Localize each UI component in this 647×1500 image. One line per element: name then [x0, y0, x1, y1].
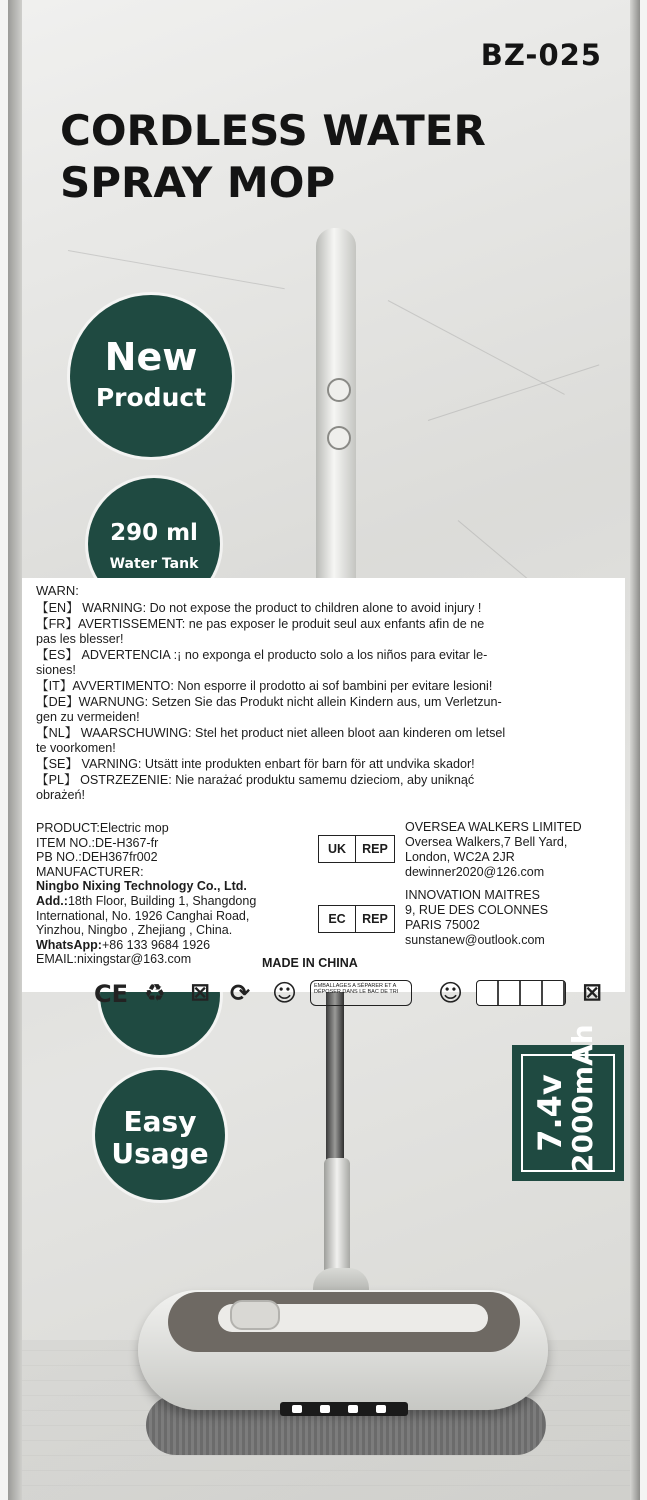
box-edge-right	[630, 0, 640, 1500]
mop-handle	[316, 228, 356, 578]
ec-rep-box	[318, 905, 395, 933]
warn-title: WARN:	[36, 583, 79, 598]
warning-line: obrażeń!	[36, 788, 86, 803]
marble-vein	[68, 250, 285, 289]
product-name: PRODUCT:Electric mop	[36, 821, 169, 835]
badge-new-line-2: Product	[95, 383, 207, 412]
battery-capacity: 2000mAh	[566, 1024, 599, 1173]
triman-icon: ☺	[272, 979, 298, 1007]
battery-text	[531, 1024, 603, 1173]
uk-rep-line: dewinner2020@126.com	[405, 865, 545, 879]
made-in-china: MADE IN CHINA	[262, 956, 358, 970]
product-title	[60, 105, 600, 209]
address-line-3: Yinzhou, Ningbo , Zhejiang , China.	[36, 923, 233, 938]
manufacturer-name: Ningbo Nixing Technology Co., Ltd.	[36, 879, 247, 894]
whatsapp-number: +86 133 9684 1926	[101, 937, 211, 952]
warning-line: 【IT】AVVERTIMENTO: Non esporre il prodotto ai sof bambini per evitare lesioni!	[36, 678, 493, 693]
warning-line: 【DE】WARNUNG: Setzen Sie das Produkt nicht allein Kindern aus, um Verletzun-	[36, 694, 502, 709]
warning-line: 【SE】 VARNING: Utsätt inte produkten enbart för barn för att undvika skador!	[36, 756, 475, 771]
power-button-icon	[327, 426, 351, 450]
led-light-icon	[348, 1405, 358, 1413]
sorting-info-box-2	[476, 980, 566, 1006]
badge-tank-line-1: 290 ml	[110, 520, 198, 546]
marble-vein	[388, 300, 565, 395]
ec-rep-line: PARIS 75002	[405, 918, 480, 932]
title-line-1: CORDLESS WATER	[60, 106, 486, 155]
triman-icon-2: ☺	[438, 979, 464, 1007]
title-line-2: SPRAY MOP	[60, 158, 336, 207]
mop-pole	[326, 992, 344, 1162]
ec-rep-line: sunstanew@outlook.com	[405, 933, 545, 947]
uk-code: UK	[319, 836, 356, 862]
badge-easy-line-1: Easy	[123, 1105, 197, 1138]
email-line: EMAIL:nixingstar@163.com	[36, 952, 192, 967]
address-text: 18th Floor, Building 1, Shangdong	[67, 893, 257, 908]
new-product-badge	[70, 295, 232, 457]
uk-rep-label: REP	[362, 842, 388, 856]
warning-line: pas les blesser!	[36, 632, 124, 647]
uk-rep-line: Oversea Walkers,7 Bell Yard,	[405, 835, 568, 849]
badge-easy-line-2: Usage	[111, 1137, 209, 1170]
easy-usage-badge	[95, 1070, 225, 1200]
ec-code: EC	[319, 906, 356, 932]
item-number: ITEM NO.:DE-H367-fr	[36, 835, 159, 850]
sorting-info-text: EMBALLAGES A SÉPARER ET A DÉPOSER DANS LE BAC DE TRI	[314, 983, 399, 995]
manufacturer-label: MANUFACTURER:	[36, 864, 144, 879]
product-info	[36, 821, 306, 967]
address-line-2: International, No. 1926 Canghai Road,	[36, 908, 250, 923]
uk-rep-line: London, WC2A 2JR	[405, 850, 515, 864]
whatsapp-line	[36, 938, 306, 953]
warning-line: gen zu vermeiden!	[36, 710, 140, 725]
model-code: BZ-025	[480, 38, 602, 72]
led-light-icon	[292, 1405, 302, 1413]
pb-number: PB NO.:DEH367fr002	[36, 850, 158, 865]
uk-rep-line: OVERSEA WALKERS LIMITED	[405, 820, 582, 834]
whatsapp-label: WhatsApp:	[36, 937, 102, 952]
warning-line: te voorkomen!	[36, 741, 116, 756]
ec-rep-line: INNOVATION MAITRES	[405, 888, 540, 902]
weee-bin-icon-2: ⊠	[582, 978, 603, 1006]
mop-switch-icon	[230, 1300, 280, 1330]
address-line-1	[36, 894, 306, 909]
ce-mark-icon: CE	[94, 980, 129, 1008]
mop-pole-lower	[324, 1158, 350, 1278]
led-light-icon	[320, 1405, 330, 1413]
warning-line: siones!	[36, 663, 76, 678]
recycle-icon: ♻	[144, 979, 166, 1007]
warning-line: 【PL】 OSTRZEZENIE: Nie narażać produktu samemu dzieciom, aby uniknąć	[36, 772, 475, 787]
address-label: Add.:	[36, 893, 68, 908]
battery-spec-badge	[512, 1024, 624, 1181]
warning-line: 【NL】 WAARSCHUWING: Stel het product niet alleen bloot aan kinderen om letsel	[36, 725, 506, 740]
green-dot-icon: ⟳	[230, 979, 251, 1007]
badge-new-line-1: New	[104, 335, 198, 379]
spray-button-icon	[327, 378, 351, 402]
warning-sticker	[22, 578, 625, 1008]
battery-voltage: 7.4v	[531, 1074, 569, 1152]
warning-lines	[36, 601, 616, 804]
uk-rep-box	[318, 835, 395, 863]
sorting-info-box	[310, 980, 412, 1006]
ec-rep-address	[405, 888, 548, 948]
warning-line: 【EN】 WARNING: Do not expose the product to children alone to avoid injury !	[36, 601, 482, 615]
box-edge-left	[8, 0, 22, 1500]
marble-vein	[428, 364, 599, 421]
warning-line: 【FR】AVERTISSEMENT: ne pas exposer le produit seul aux enfants afin de ne	[36, 616, 485, 631]
warning-line: 【ES】 ADVERTENCIA :¡ no exponga el producto solo a los niños para evitar le-	[36, 647, 488, 662]
led-light-icon	[376, 1405, 386, 1413]
weee-bin-icon: ⊠	[190, 978, 211, 1006]
ec-rep-label: REP	[362, 912, 388, 926]
uk-rep-address	[405, 820, 582, 880]
badge-tank-line-2: Water Tank	[109, 556, 199, 572]
ec-rep-line: 9, RUE DES COLONNES	[405, 903, 549, 917]
